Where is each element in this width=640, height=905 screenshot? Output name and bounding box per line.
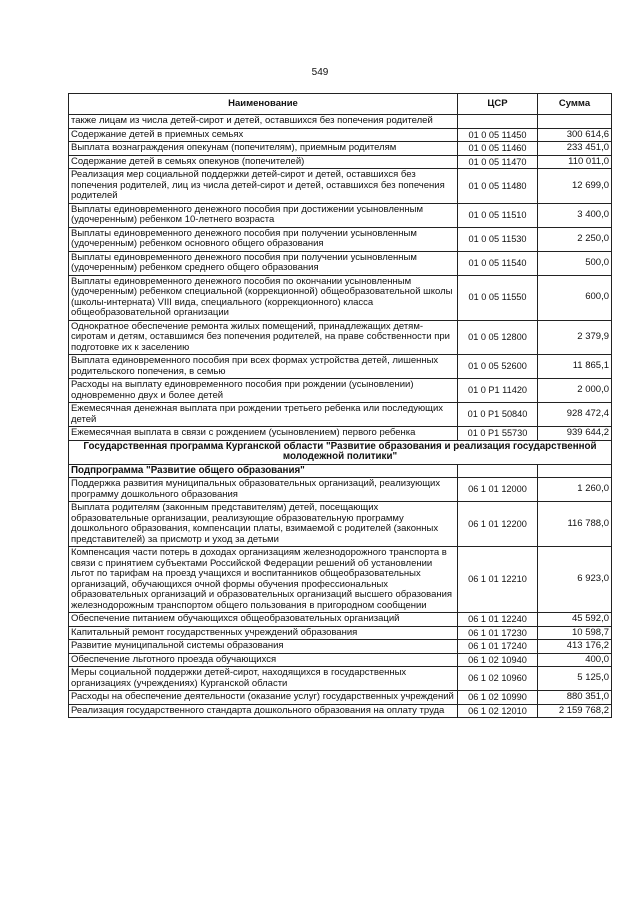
row-name: Выплаты единовременного денежного пособия при получении усыновленным (удочеренным) ребенком среднего общего образования	[69, 251, 458, 275]
table-row	[69, 704, 612, 718]
table-row	[69, 403, 612, 427]
row-code: 01 0 05 11530	[458, 227, 538, 251]
row-code: 01 0 05 11540	[458, 251, 538, 275]
row-name: Расходы на выплату единовременного пособия при рождении (усыновлении) одновременно двух и более детей	[69, 379, 458, 403]
row-code: 01 0 Р1 11420	[458, 379, 538, 403]
row-name: Выплаты единовременного денежного пособия при достижении усыновленным (удочеренным) ребенком 10-летнего возраста	[69, 203, 458, 227]
row-sum: 12 699,0	[538, 169, 612, 204]
row-name: Выплата единовременного пособия при всех формах устройства детей, лишенных родительского попечения, в семью	[69, 355, 458, 379]
row-sum: 233 451,0	[538, 142, 612, 156]
row-name: Обеспечение питанием обучающихся общеобразовательных организаций	[69, 613, 458, 627]
row-code: 01 0 05 11460	[458, 142, 538, 156]
table-row	[69, 653, 612, 667]
row-code	[458, 115, 538, 129]
row-sum	[538, 115, 612, 129]
row-sum: 500,0	[538, 251, 612, 275]
header-code: ЦСР	[458, 94, 538, 115]
row-code: 06 1 02 10960	[458, 667, 538, 691]
row-sum: 6 923,0	[538, 547, 612, 613]
row-code: 06 1 01 12000	[458, 478, 538, 502]
row-sum: 2 000,0	[538, 379, 612, 403]
row-sum: 2 379,9	[538, 320, 612, 355]
table-row	[69, 355, 612, 379]
row-code: 01 0 05 11480	[458, 169, 538, 204]
row-code: 01 0 05 12800	[458, 320, 538, 355]
table-row	[69, 169, 612, 204]
table-row	[69, 128, 612, 142]
table-body	[69, 115, 612, 718]
row-sum	[538, 464, 612, 478]
row-name: Меры социальной поддержки детей-сирот, находящихся в государственных организациях (учреждениях) Курганской области	[69, 667, 458, 691]
row-name: Капитальный ремонт государственных учреждений образования	[69, 626, 458, 640]
row-name: Ежемесячная денежная выплата при рождении третьего ребенка или последующих детей	[69, 403, 458, 427]
row-sum: 400,0	[538, 653, 612, 667]
row-sum: 10 598,7	[538, 626, 612, 640]
row-sum: 413 176,2	[538, 640, 612, 654]
budget-table	[68, 93, 612, 718]
row-sum: 1 260,0	[538, 478, 612, 502]
table-row	[69, 142, 612, 156]
row-code: 06 1 02 12010	[458, 704, 538, 718]
row-name: Содержание детей в семьях опекунов (попечителей)	[69, 155, 458, 169]
row-code: 01 0 Р1 50840	[458, 403, 538, 427]
row-code: 01 0 05 11550	[458, 275, 538, 320]
row-sum: 116 788,0	[538, 502, 612, 547]
row-code: 01 0 05 52600	[458, 355, 538, 379]
row-code	[458, 464, 538, 478]
header-sum: Сумма	[538, 94, 612, 115]
row-sum: 11 865,1	[538, 355, 612, 379]
table-row	[69, 320, 612, 355]
row-code: 06 1 01 17230	[458, 626, 538, 640]
row-code: 06 1 01 12210	[458, 547, 538, 613]
table-row	[69, 379, 612, 403]
row-sum: 2 159 768,2	[538, 704, 612, 718]
table-row	[69, 502, 612, 547]
page-number: 549	[311, 67, 329, 78]
row-name: Ежемесячная выплата в связи с рождением (усыновлением) первого ребенка	[69, 427, 458, 441]
table-row	[69, 251, 612, 275]
row-name: Выплаты единовременного денежного пособия по окончании усыновленным (удочеренным) ребенком специальной (коррекционной) общеобразовательной школы (школы-интерната) VIII вида, специального (коррекционного) класса общеобразовательной организации	[69, 275, 458, 320]
row-name: Выплата вознаграждения опекунам (попечителям), приемным родителям	[69, 142, 458, 156]
table-row	[69, 667, 612, 691]
table-row	[69, 691, 612, 705]
row-code: 06 1 01 12200	[458, 502, 538, 547]
row-sum: 2 250,0	[538, 227, 612, 251]
table-header-row	[69, 94, 612, 115]
table-row	[69, 227, 612, 251]
row-name: Поддержка развития муниципальных образовательных организаций, реализующих программу дошкольного образования	[69, 478, 458, 502]
row-name: также лицам из числа детей-сирот и детей, оставшихся без попечения родителей	[69, 115, 458, 129]
row-sum: 928 472,4	[538, 403, 612, 427]
table-row	[69, 427, 612, 441]
row-name: Реализация мер социальной поддержки детей-сирот и детей, оставшихся без попечения родителей, лиц из числа детей-сирот и детей, оставшихся без попечения родителей	[69, 169, 458, 204]
row-sum: 880 351,0	[538, 691, 612, 705]
table-row	[69, 547, 612, 613]
section-title: Государственная программа Курганской области "Развитие образования и реализация государственной молодежной политики"	[69, 440, 612, 464]
row-sum: 3 400,0	[538, 203, 612, 227]
table-row	[69, 478, 612, 502]
header-name: Наименование	[69, 94, 458, 115]
table-row	[69, 626, 612, 640]
row-name: Однократное обеспечение ремонта жилых помещений, принадлежащих детям-сиротам и детям, оставшимся без попечения родителей, на праве собственности при подготовке их к заселению	[69, 320, 458, 355]
row-sum: 5 125,0	[538, 667, 612, 691]
row-code: 01 0 05 11450	[458, 128, 538, 142]
table-row	[69, 464, 612, 478]
table-row	[69, 440, 612, 464]
row-name: Содержание детей в приемных семьях	[69, 128, 458, 142]
row-sum: 939 644,2	[538, 427, 612, 441]
row-name: Подпрограмма "Развитие общего образования"	[69, 464, 458, 478]
row-sum: 300 614,6	[538, 128, 612, 142]
row-code: 06 1 02 10940	[458, 653, 538, 667]
row-code: 06 1 01 12240	[458, 613, 538, 627]
row-name: Компенсация части потерь в доходах организациям железнодорожного транспорта в связи с принятием субъектами Российской Федерации решений об установлении льгот по тарифам на проезд учащихся и воспитанников общеобразовательных организаций, обучающихся очной формы обучения профессиональных образовательных организаций и образовательных организаций высшего образования железнодорожным транспортом общего пользования в пригородном сообщении	[69, 547, 458, 613]
table-row	[69, 203, 612, 227]
table-row	[69, 613, 612, 627]
table-row	[69, 155, 612, 169]
table-row	[69, 275, 612, 320]
row-code: 06 1 02 10990	[458, 691, 538, 705]
row-name: Выплаты единовременного денежного пособия при получении усыновленным (удочеренным) ребенком основного общего образования	[69, 227, 458, 251]
row-name: Расходы на обеспечение деятельности (оказание услуг) государственных учреждений	[69, 691, 458, 705]
row-sum: 110 011,0	[538, 155, 612, 169]
row-sum: 600,0	[538, 275, 612, 320]
table-row	[69, 115, 612, 129]
row-code: 01 0 05 11470	[458, 155, 538, 169]
row-name: Развитие муниципальной системы образования	[69, 640, 458, 654]
row-code: 01 0 Р1 55730	[458, 427, 538, 441]
row-sum: 45 592,0	[538, 613, 612, 627]
row-name: Обеспечение льготного проезда обучающихся	[69, 653, 458, 667]
row-code: 01 0 05 11510	[458, 203, 538, 227]
row-name: Выплата родителям (законным представителям) детей, посещающих образовательные организации, реализующие образовательную программу дошкольного образования, компенсации платы, взимаемой с родителей (законных представителей) за присмотр и уход за детьми	[69, 502, 458, 547]
row-code: 06 1 01 17240	[458, 640, 538, 654]
table-row	[69, 640, 612, 654]
row-name: Реализация государственного стандарта дошкольного образования на оплату труда	[69, 704, 458, 718]
